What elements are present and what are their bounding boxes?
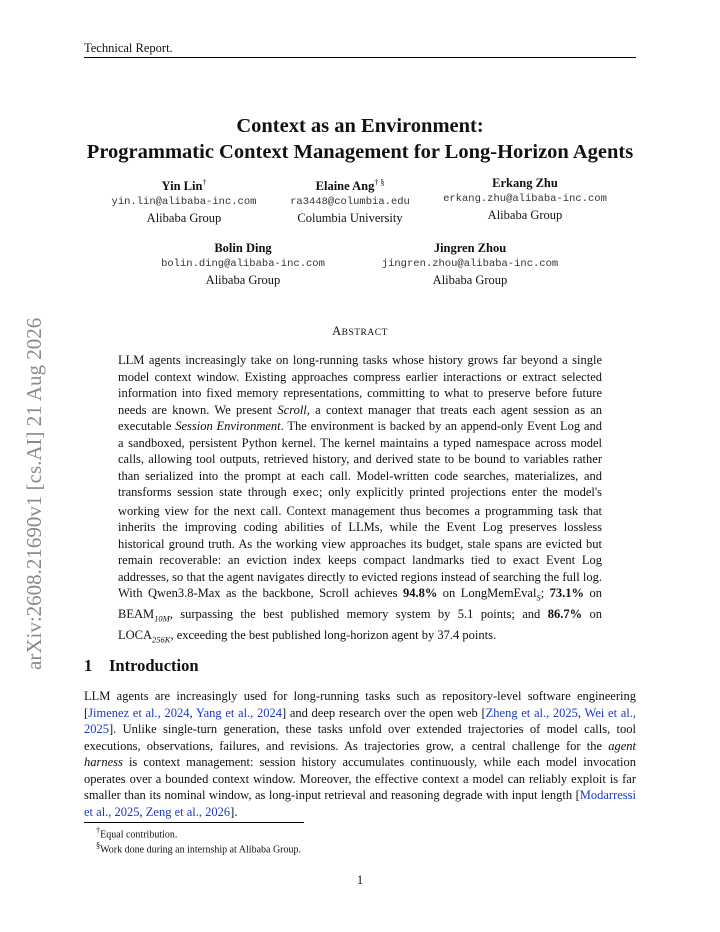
citation-link[interactable]: Modarressi et al., 2025 bbox=[84, 788, 636, 819]
abstract-heading: ABSTRACT bbox=[332, 324, 388, 338]
author-email: bolin.ding@alibaba-inc.com bbox=[161, 258, 325, 270]
arxiv-stamp-text: arXiv:2608.21690v1 [cs.AI] 21 Aug 2026 bbox=[22, 317, 46, 670]
author-block bbox=[360, 240, 580, 288]
footnote-rule bbox=[84, 822, 304, 823]
author-email: yin.lin@alibaba-inc.com bbox=[111, 196, 257, 209]
author-email: jingren.zhou@alibaba-inc.com bbox=[381, 258, 559, 270]
result-beam: 73.1% bbox=[549, 586, 585, 600]
author-email: erkang.zhu@alibaba-inc.com bbox=[443, 193, 607, 205]
paper-title bbox=[60, 113, 660, 165]
session-env-term: Session Environment bbox=[175, 419, 281, 433]
footnote: †Equal contribution. bbox=[96, 826, 178, 841]
page-number: 1 bbox=[356, 873, 364, 887]
author-affiliation: Alibaba Group bbox=[432, 273, 508, 287]
citation-link[interactable]: Zheng et al., 2025 bbox=[485, 705, 578, 720]
exec-code: exec bbox=[292, 488, 319, 500]
citation-link[interactable]: Jimenez et al., 2024 bbox=[88, 705, 190, 720]
author-affiliation: Alibaba Group bbox=[205, 273, 281, 287]
author-name: Elaine Ang† § bbox=[315, 178, 385, 194]
author-affiliation: Columbia University bbox=[297, 211, 403, 226]
result-loca: 86.7% bbox=[547, 607, 583, 621]
author-name: Yin Lin† bbox=[161, 178, 207, 194]
citation-link[interactable]: Yang et al., 2024 bbox=[195, 705, 282, 720]
title-line-2: Programmatic Context Management for Long-Horizon Agents bbox=[86, 141, 634, 163]
footnote: §Work done during an internship at Alibaba Group. bbox=[96, 841, 301, 856]
author-name: Erkang Zhu bbox=[492, 176, 558, 190]
title-line-1: Context as an Environment: bbox=[236, 115, 484, 137]
author-name: Jingren Zhou bbox=[433, 241, 507, 255]
citation-link[interactable]: Wei et al., 2025 bbox=[84, 705, 636, 736]
intro-paragraph: LLM agents are increasingly used for long-running tasks such as repository-level software engineering [Jimenez et al., 2024, Yang et al., 2024] and deep research over the open web [Zheng et al., 2025, Wei et al., 2025]. Unlike single-turn generation, these tasks unfold over extended trajectories of model calls, tool executions, observations, failures, and revisions. As trajectories grow, a central challenge for the agent harness is context management: session history accumulates continuously, while each model invocation operates over a bounded context window. Moreover, the effective context a model can reliably exploit is far smaller than its nominal window, as long-input retrieval and reasoning degrade with input length [Modarressi et al., 2025, Zeng et al., 2026]. bbox=[84, 689, 636, 819]
abstract-body: LLM agents increasingly take on long-running tasks whose history grows far beyond a single model context window. Existing approaches compress earlier interactions or extract selected information into fixed memory representations, committing to what to preserve before future needs are known. We present Scroll, a context manager that treats each agent session as an executable Session Environment. The environment is backed by an append-only Event Log and a sandboxed, persistent Python kernel. The kernel maintains a typed namespace across model calls, allowing tool outputs, retrieved history, and derived state to be bound to variables rather than serialized into the prompt at each call. Model-written code searches, materializes, and transforms session state through exec; only explicitly printed projections enter the model's working view for the next call. Context management thus becomes a programming task that inherits the improving coding abilities of LLMs, while the Event Log preserves lossless historical ground truth. As the working view approaches its budget, stale spans are evicted but remain recoverable: an eviction index keeps compact landmarks tied to exact Event Log addresses, so that the agent navigates directly to evicted regions instead of searching the full log. With Qwen3.8-Max as the backbone, Scroll achieves 94.8% on LongMemEval$_S$; 73.1% on $BEAM_{10M}$, surpassing the best published memory system by 5.1 points; and 86.7% on $LOCA_{256K}$, exceeding the best published long-horizon agent by 37.4 points. bbox=[118, 353, 603, 645]
header-rule bbox=[84, 57, 636, 58]
section-heading bbox=[84, 656, 199, 676]
result-longmemeval: 94.8% bbox=[402, 586, 438, 600]
section-title: Introduction bbox=[109, 656, 199, 675]
author-name: Bolin Ding bbox=[214, 241, 272, 255]
author-block bbox=[133, 240, 353, 288]
agent-harness-term: agent harness bbox=[84, 738, 636, 769]
author-block bbox=[415, 175, 635, 223]
section-number: 1 bbox=[84, 656, 93, 675]
running-header: Technical Report. bbox=[84, 41, 173, 55]
citation-link[interactable]: Zeng et al., 2026 bbox=[145, 804, 231, 819]
author-email: ra3448@columbia.edu bbox=[290, 196, 410, 209]
author-affiliation: Alibaba Group bbox=[487, 208, 563, 222]
scroll-term: Scroll bbox=[277, 402, 307, 417]
author-affiliation: Alibaba Group bbox=[146, 211, 222, 226]
